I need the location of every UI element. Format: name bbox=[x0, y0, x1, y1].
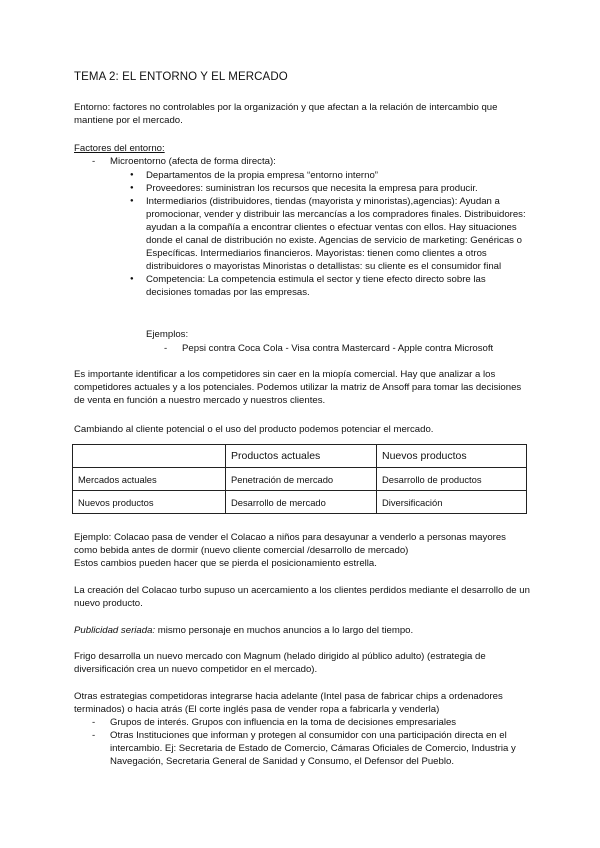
microentorno-bullets bbox=[146, 169, 528, 299]
matrix-cell: Desarrollo de productos bbox=[377, 468, 527, 491]
matrix-row bbox=[73, 468, 527, 491]
matrix-header-row bbox=[73, 445, 527, 468]
matrix-header-cell bbox=[73, 445, 226, 468]
matrix-row bbox=[73, 491, 527, 514]
definition-paragraph: Entorno: factores no controlables por la organización y que afectan a la relación de intercambio que mantiene por el mercado. bbox=[74, 102, 498, 126]
microentorno-item: - Microentorno (afecta de forma directa): bbox=[110, 155, 530, 168]
publicidad-text: mismo personaje en muchos anuncios a lo largo del tiempo. bbox=[155, 625, 414, 636]
examples-label: Ejemplos: bbox=[146, 329, 189, 340]
example-item: - Pepsi contra Coca Cola - Visa contra Mastercard - Apple contra Microsoft bbox=[182, 342, 528, 355]
matrix-header-cell: Productos actuales bbox=[226, 445, 377, 468]
matrix-header-cell: Nuevos productos bbox=[377, 445, 527, 468]
group-item: - Grupos de interés. Grupos con influencia en la toma de decisiones empresariales bbox=[110, 716, 530, 729]
matrix-cell: Nuevos productos bbox=[73, 491, 226, 514]
examples-list bbox=[182, 342, 528, 355]
colacao-paragraph: Ejemplo: Colacao pasa de vender el Colacao a niños para desayunar a venderlo a personas mayores como bebida antes de dormir (nuevo cliente comercial /desarrollo de mercado) bbox=[74, 532, 506, 556]
matrix-cell: Desarrollo de mercado bbox=[226, 491, 377, 514]
frigo-paragraph: Frigo desarrolla un nuevo mercado con Magnum (helado dirigido al público adulto) (estrategia de diversificación crea un nuevo competidor en el mercado). bbox=[74, 651, 486, 675]
matrix-cell: Mercados actuales bbox=[73, 468, 226, 491]
ansoff-matrix bbox=[72, 444, 527, 514]
bullet-item: ● Proveedores: suministran los recursos que necesita la empresa para producir. bbox=[146, 182, 528, 195]
turbo-paragraph: La creación del Colacao turbo supuso un acercamiento a los clientes perdidos mediante el desarrollo de un nuevo producto. bbox=[74, 585, 530, 609]
factors-heading: Factores del entorno: bbox=[74, 143, 165, 154]
bullet-item: ● Intermediarios (distribuidores, tiendas (mayorista y minoristas),agencias): Ayudan a promocionar, vender y distribuir las mercancías a los compradores finales. Distribuidores: ayudan a la compañía a encontrar clientes o efectuar ventas con ellos. Hay situaciones donde el canal de distribución no existe. Agencias de servicio de marketing: Genéricas o Específicas. Intermediarios financieros. Mayoristas: tienen como clientes a otros distribuidores o mayoristas Minoristas o detallistas: su cliente es el consumidor final bbox=[146, 195, 528, 273]
bullet-item: ● Competencia: La competencia estimula el sector y tiene efecto directo sobre las decisiones tomadas por las empresas. bbox=[146, 273, 528, 299]
factors-list bbox=[110, 155, 530, 168]
otras-paragraph: Otras estrategias competidoras integrarse hacia adelante (Intel pasa de fabricar chips a ordenadores terminados) o hacia atrás (El corte inglés pasa de vender ropa a fabricarla y venderla) bbox=[74, 691, 503, 715]
matrix-cell: Penetración de mercado bbox=[226, 468, 377, 491]
groups-list bbox=[110, 716, 530, 768]
matrix-cell: Diversificación bbox=[377, 491, 527, 514]
miopia-paragraph: Es importante identificar a los competidores sin caer en la miopía comercial. Hay que analizar a los competidores actuales y a los potenciales. Podemos utilizar la matriz de Ansoff para tomar las decisiones de venta en función a nuestro mercado y nuestros clientes. bbox=[74, 369, 522, 406]
page-title: TEMA 2: EL ENTORNO Y EL MERCADO bbox=[74, 71, 288, 83]
cambiando-paragraph: Cambiando al cliente potencial o el uso del producto podemos potenciar el mercado. bbox=[74, 424, 434, 435]
bullet-item: ● Departamentos de la propia empresa “entorno interno” bbox=[146, 169, 528, 182]
publicidad-term: Publicidad seriada: bbox=[74, 625, 156, 636]
group-item: - Otras Instituciones que informan y protegen al consumidor con una participación directa en el intercambio. Ej: Secretaria de Estado de Comercio, Cámaras Oficiales de Comercio, Industria y Navegación, Secretaria General de Sanidad y Consumo, el Defensor del Pueblo. bbox=[110, 729, 530, 768]
publicidad-paragraph bbox=[74, 624, 530, 637]
cambios-paragraph: Estos cambios pueden hacer que se pierda el posicionamiento estrella. bbox=[74, 558, 377, 569]
